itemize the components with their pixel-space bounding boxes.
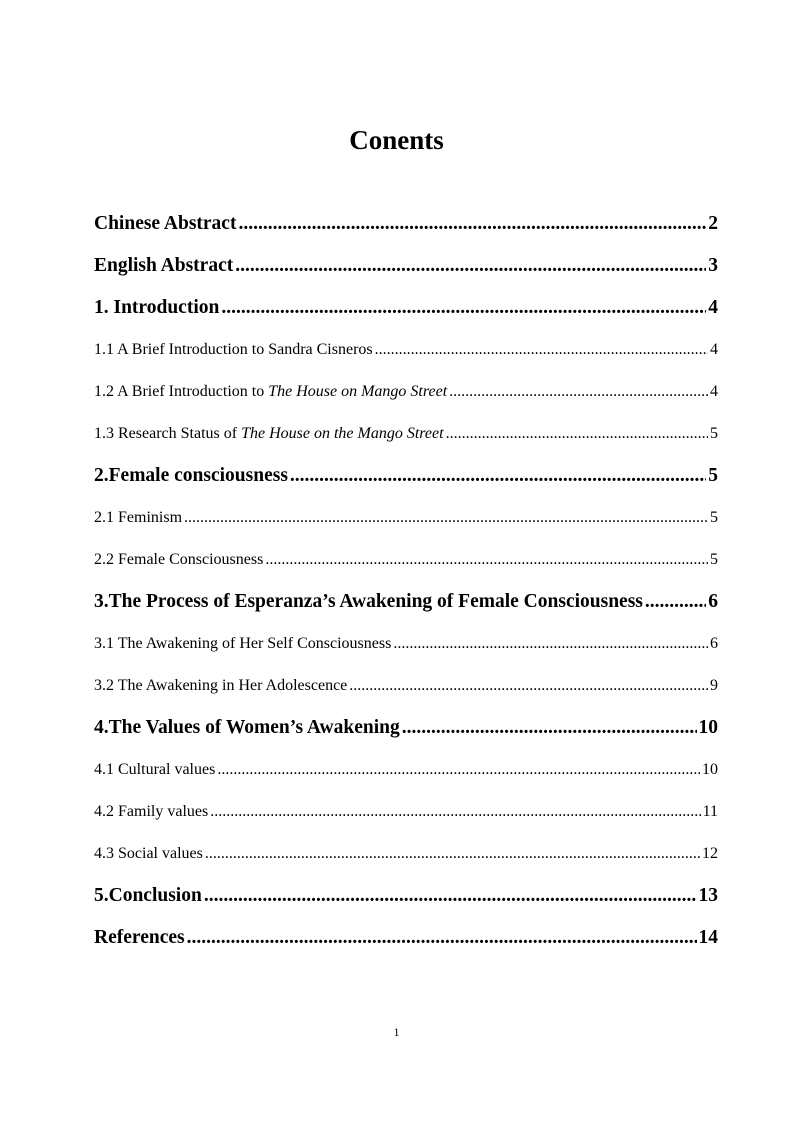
- toc-entry-2-1[interactable]: [94, 501, 718, 543]
- toc-entry-label-text: 4.1 Cultural values: [94, 761, 216, 778]
- dot-leader: [217, 753, 700, 787]
- dot-leader: [265, 543, 708, 577]
- page-number-footer: 1: [393, 1025, 400, 1039]
- dot-leader: [446, 417, 708, 451]
- dot-leader: [645, 585, 706, 619]
- toc-entry-page-number: 5: [708, 465, 718, 486]
- toc-entry-label-text: 4.2 Family values: [94, 803, 209, 820]
- toc-entry-page-number: 10: [698, 717, 718, 738]
- toc-entry-page-number: 6: [710, 635, 718, 652]
- toc-entry-label-text: 2.1 Feminism: [94, 509, 183, 526]
- toc-entry-label: [94, 627, 391, 661]
- dot-leader: [205, 837, 700, 871]
- toc-entry-label: 2.Female consciousness: [94, 465, 288, 486]
- dot-leader: [204, 879, 697, 913]
- toc-entry-4-1[interactable]: [94, 753, 718, 795]
- toc-entry-page-number: 4: [710, 383, 718, 400]
- toc-entry-book-title: The House on the Mango Street: [241, 425, 444, 442]
- toc-entry-label: 4.The Values of Women’s Awakening: [94, 717, 400, 738]
- toc-entry-label: [94, 375, 447, 409]
- dot-leader: [184, 501, 708, 535]
- toc-entry-chinese-abstract[interactable]: [94, 207, 718, 249]
- dot-leader: [290, 459, 706, 493]
- toc-entry-label: [94, 417, 444, 451]
- toc-entry-label-text: 3.1 The Awakening of Her Self Consciousness: [94, 635, 392, 652]
- toc-entry-page-number: 4: [710, 341, 718, 358]
- toc-entry-label: [94, 333, 373, 367]
- toc-entry-label: 5.Conclusion: [94, 885, 202, 906]
- toc-entry-label: [94, 753, 215, 787]
- toc-entry-label: 3.The Process of Esperanza’s Awakening of Female Consciousness: [94, 591, 643, 612]
- toc-entry-page-number: 13: [698, 885, 718, 906]
- toc-entry-label: [94, 837, 203, 871]
- toc-entry-1-2[interactable]: [94, 375, 718, 417]
- dot-leader: [375, 333, 708, 367]
- toc-entry-page-number: 5: [710, 509, 718, 526]
- toc-entry-3-1[interactable]: [94, 627, 718, 669]
- toc-entry-page-number: 14: [698, 927, 718, 948]
- toc-entry-english-abstract[interactable]: [94, 249, 718, 291]
- toc-entry-page-number: 5: [710, 551, 718, 568]
- dot-leader: [235, 249, 706, 283]
- toc-entry-introduction[interactable]: [94, 291, 718, 333]
- toc-entry-label-text: 1.1 A Brief Introduction to Sandra Cisneros: [94, 341, 373, 358]
- toc-entry-page-number: 11: [702, 803, 718, 820]
- toc-entry-label-text: 3.2 The Awakening in Her Adolescence: [94, 677, 348, 694]
- toc-entry-1-3[interactable]: [94, 417, 718, 459]
- dot-leader: [210, 795, 700, 829]
- toc-entry-label: [94, 543, 263, 577]
- toc-entry-2-2[interactable]: [94, 543, 718, 585]
- toc-entry-label-text: 2.2 Female Consciousness: [94, 551, 264, 568]
- table-of-contents: [94, 207, 718, 963]
- toc-entry-page-number: 2: [708, 213, 718, 234]
- toc-entry-label-text: 1.2 A Brief Introduction to: [94, 383, 269, 400]
- dot-leader: [238, 207, 706, 241]
- toc-entry-label-text: 1.3 Research Status of: [94, 425, 242, 442]
- dot-leader: [221, 291, 706, 325]
- toc-entry-book-title: The House on Mango Street: [268, 383, 448, 400]
- toc-entry-page-number: 5: [710, 425, 718, 442]
- toc-entry-page-number: 3: [708, 255, 718, 276]
- toc-entry-label: [94, 501, 182, 535]
- dot-leader: [402, 711, 697, 745]
- toc-entry-label-text: 4.3 Social values: [94, 845, 203, 862]
- toc-entry-page-number: 6: [708, 591, 718, 612]
- page-title: Conents: [349, 125, 444, 155]
- toc-entry-label: References: [94, 927, 185, 948]
- toc-entry-page-number: 9: [710, 677, 718, 694]
- dot-leader: [349, 669, 708, 703]
- dot-leader: [449, 375, 708, 409]
- toc-entry-values-of-awakening[interactable]: [94, 711, 718, 753]
- toc-entry-page-number: 4: [708, 297, 718, 318]
- dot-leader: [393, 627, 708, 661]
- toc-entry-4-3[interactable]: [94, 837, 718, 879]
- toc-entry-page-number: 12: [702, 845, 718, 862]
- toc-entry-label: English Abstract: [94, 255, 234, 276]
- toc-entry-page-number: 10: [702, 761, 718, 778]
- toc-entry-conclusion[interactable]: [94, 879, 718, 921]
- toc-entry-label: [94, 795, 208, 829]
- toc-entry-process-of-awakening[interactable]: [94, 585, 718, 627]
- toc-entry-references[interactable]: [94, 921, 718, 963]
- toc-entry-1-1[interactable]: [94, 333, 718, 375]
- toc-entry-3-2[interactable]: [94, 669, 718, 711]
- toc-entry-label: 1. Introduction: [94, 297, 220, 318]
- toc-entry-label: [94, 669, 347, 703]
- toc-entry-4-2[interactable]: [94, 795, 718, 837]
- toc-entry-label: Chinese Abstract: [94, 213, 237, 234]
- toc-entry-female-consciousness[interactable]: [94, 459, 718, 501]
- dot-leader: [187, 921, 697, 955]
